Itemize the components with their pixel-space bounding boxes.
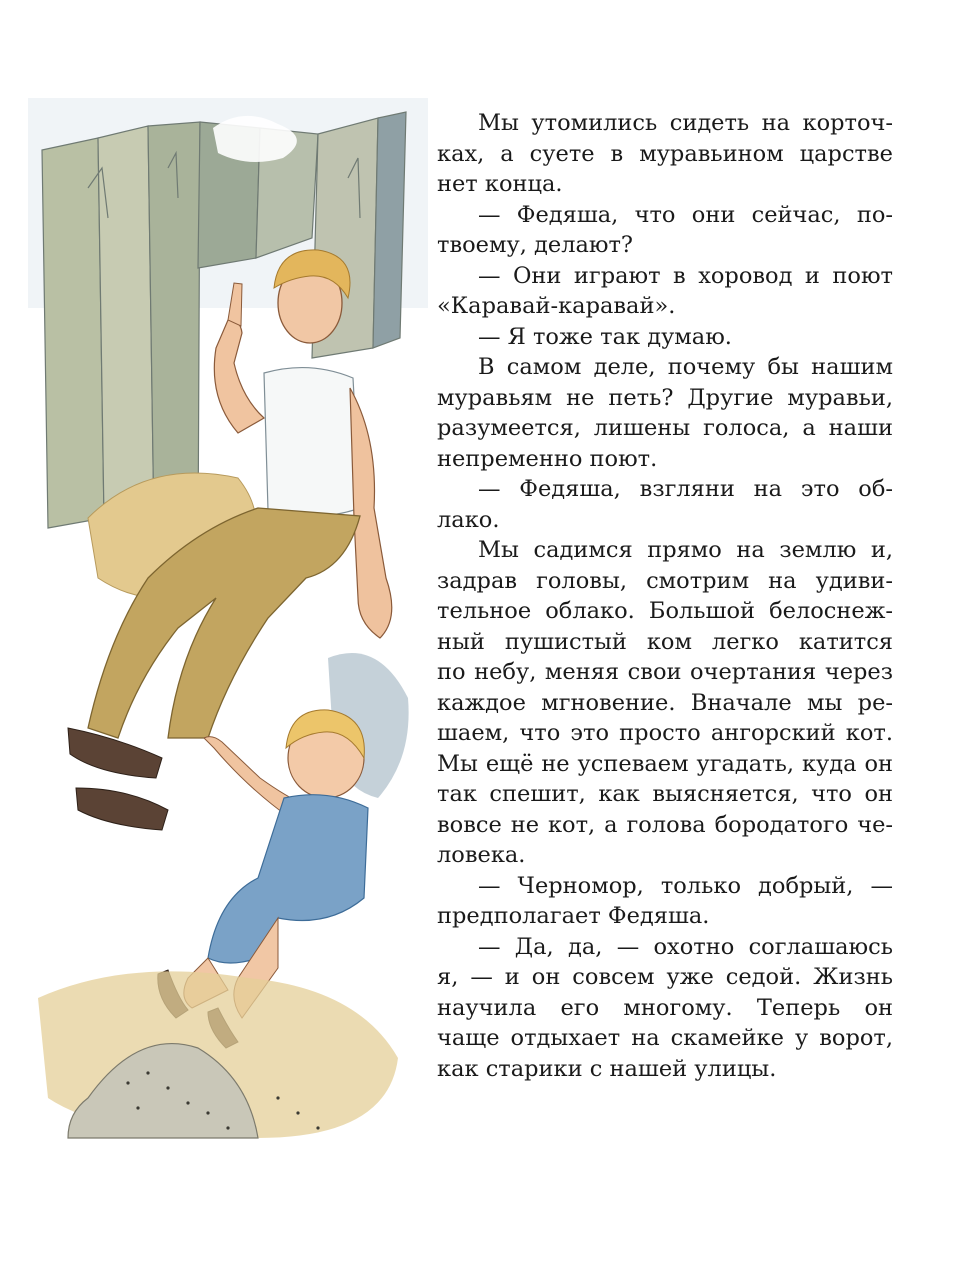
text-line: В самом деле, почему бы нашим — [478, 354, 893, 380]
illustration-boys-by-fence — [28, 98, 428, 1148]
text-line: — Федяша, взгляни на это об- — [478, 476, 893, 502]
text-line: — Они играют в хоровод и поют — [478, 262, 893, 289]
text-line: Мы утомились сидеть на корточ- — [478, 110, 893, 136]
text-line: разумеется, лишены голоса, а наши — [437, 415, 893, 441]
text-line: как старики с нашей улицы. — [437, 1055, 777, 1082]
text-line: Мы садимся прямо на землю и, — [478, 537, 893, 563]
text-line: нет конца. — [437, 171, 563, 197]
story-text — [437, 108, 893, 1084]
text-line: так спешит, как выясняется, что он — [437, 781, 893, 807]
text-line: каждое мгновение. Вначале мы ре- — [437, 689, 893, 716]
text-line: — Я тоже так думаю. — [478, 323, 732, 350]
older-boy-shoe-2 — [76, 788, 168, 830]
text-line: тельное облако. Большой белоснеж- — [437, 598, 893, 624]
text-line: — Федяша, что они сейчас, по- — [478, 201, 893, 228]
text-line: предполагает Федяша. — [437, 903, 710, 929]
text-line: ках, а суете в муравьином царстве — [437, 140, 893, 167]
text-line: ный пушистый ком легко катится — [437, 628, 893, 655]
text-line: научила его многому. Теперь он — [437, 994, 893, 1021]
text-line: задрав головы, смотрим на удиви- — [437, 567, 893, 594]
text-line: вовсе не кот, а голова бородатого че- — [437, 811, 893, 838]
older-boy-lower-arm — [350, 388, 392, 638]
text-line: муравьям не петь? Другие муравьи, — [437, 384, 893, 411]
text-line: твоему, делают? — [437, 232, 633, 258]
older-boy-tanktop — [264, 368, 360, 516]
text-line: шаем, что это просто ангорский кот. — [437, 720, 893, 746]
text-line: чаще отдыхает на скамейке у ворот, — [437, 1025, 893, 1051]
text-line: ловека. — [437, 842, 526, 868]
text-line: — Да, да, — охотно соглашаюсь — [478, 933, 893, 960]
small-boy-overalls — [208, 795, 368, 963]
text-line: Мы ещё не успеваем угадать, куда он — [437, 750, 893, 777]
text-line: — Черномор, только добрый, — — [478, 872, 893, 899]
text-line: лако. — [437, 506, 500, 533]
text-line: «Каравай-каравай». — [437, 293, 676, 319]
text-line: по небу, меняя свои очертания через — [437, 659, 893, 685]
older-boy-raised-arm — [214, 320, 264, 433]
text-line: непременно поют. — [437, 445, 658, 472]
text-line: я, — и он совсем уже седой. Жизнь — [437, 964, 893, 990]
